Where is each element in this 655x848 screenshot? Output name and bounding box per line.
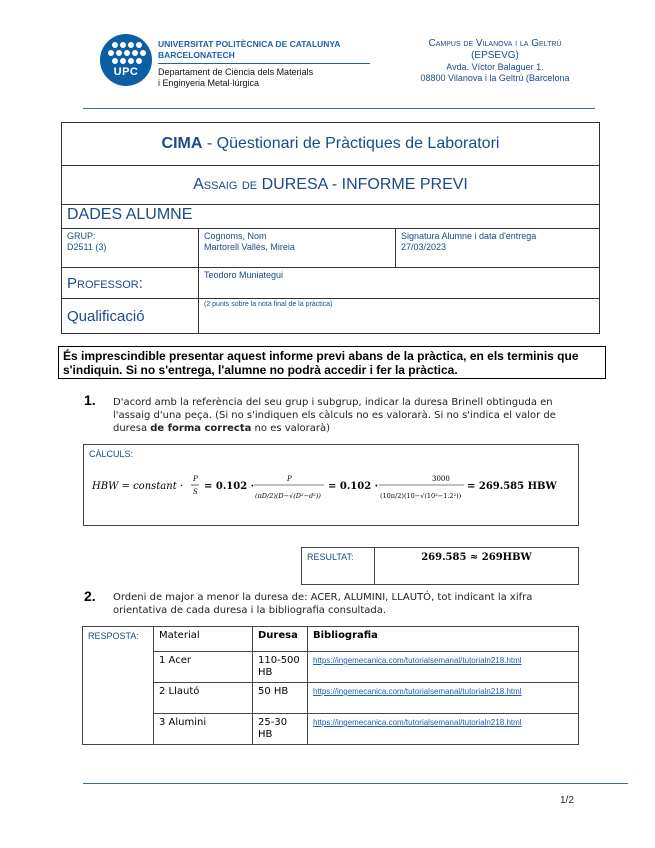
formula-eq1: = 0.102 · [204, 481, 255, 492]
university-name: UNIVERSITAT POLITÈCNICA DE CATALUNYA [158, 39, 341, 49]
name-cell [199, 229, 396, 268]
group-value: D2511 (3) [67, 242, 107, 252]
bibliography-link[interactable]: https://ingemecanica.com/tutorialsemanal/tutorialn218.html [313, 656, 522, 665]
grade-note: (2 punts sobre la nota final de la pràctica) [199, 299, 600, 334]
formula-eq2: = 0.102 · [328, 481, 379, 492]
result-label: RESULTAT: [302, 548, 375, 585]
calculations-box [83, 444, 579, 526]
notice-box: És imprescindible presentar aquest informe previ abans de la pràctica, en els terminis que s'indiquin. Si no s'entrega, l'alumne no podrà accedir i fer la pràctica. [58, 346, 606, 379]
group-cell [62, 229, 199, 268]
report-title: Assaig de DURESA - INFORME PREVI [62, 166, 600, 205]
grade-label: Qualificació [62, 299, 199, 334]
header-hardness: Duresa [253, 627, 308, 652]
bottom-divider [83, 783, 628, 784]
table-row [83, 683, 579, 714]
campus-school: (EPSEVG) [471, 50, 519, 61]
svg-text:(10π/2)(10−√(10²−1.2²)): (10π/2)(10−√(10²−1.2²)) [380, 492, 462, 500]
upc-logo [100, 34, 152, 86]
answer-label: RESPOSTA: [83, 627, 154, 745]
university-subname: BARCELONATECH [158, 50, 235, 60]
calculations-label: CÀLCULS: [89, 449, 134, 459]
q1-number: 1. [84, 392, 96, 408]
answer-table [82, 626, 579, 745]
professor-label: Professor: [62, 268, 199, 299]
campus-city: 08800 Vilanova i la Geltrú (Barcelona [420, 73, 570, 83]
q2-number: 2. [84, 588, 96, 604]
formula-start: HBW = constant · [92, 481, 184, 492]
logo-text: UPC [113, 66, 139, 78]
bibliography-link[interactable]: https://ingemecanica.com/tutorialsemanal/tutorialn218.html [313, 687, 522, 696]
material-cell: 3 Alumini [154, 714, 253, 745]
table-row [83, 714, 579, 745]
bibliography-link[interactable]: https://ingemecanica.com/tutorialsemanal/tutorialn218.html [313, 718, 522, 727]
title-cell: CIMA - Qüestionari de Pràctiques de Laboratori [62, 123, 600, 166]
formula-numerator: 3000 [432, 475, 450, 483]
cima-title: CIMA [161, 135, 203, 152]
q2-text: Ordeni de major a menor la duresa de: ACER, ALUMINI, LLAUTÓ, tot indicant la xifra orientativa de cada duresa i la bibliografia consultada. [113, 592, 533, 616]
top-divider [83, 108, 595, 109]
table-row [83, 652, 579, 683]
student-section-title: DADES ALUMNE [62, 205, 600, 229]
signature-label: Signatura Alumne i data d'entrega [401, 231, 537, 241]
formula-s: S [193, 488, 198, 496]
campus-address: Avda. Víctor Balaguer 1. [446, 62, 544, 72]
hardness-cell: 50 HB [253, 683, 308, 714]
professor-value: Teodoro Muniategui [199, 268, 600, 299]
department-line1: Departament de Ciència dels Materials [158, 67, 314, 77]
header-bibliography: Bibliografia [308, 627, 579, 652]
signature-cell [396, 229, 600, 268]
material-cell: 2 Llautó [154, 683, 253, 714]
result-value: 269.585 ≈ 269HBW [375, 548, 579, 585]
group-label: GRUP: [67, 231, 96, 241]
svg-text:P: P [287, 475, 292, 483]
name-label: Cognoms, Nom [204, 231, 267, 241]
info-table [61, 122, 600, 334]
formula-result: = 269.585 HBW [467, 481, 557, 492]
header-material: Material [154, 627, 253, 652]
q1-text: D'acord amb la referència del seu grup i subgrup, indicar la duresa Brinell obtinguda en l'assaig d'una peça. (Si no s'indiquen els càlculs no es valorarà. Si no s'indica el valor de duresa de forma correcta no es valorarà) [113, 397, 556, 434]
signature-value: 27/03/2023 [401, 242, 447, 252]
material-cell: 1 Acer [154, 652, 253, 683]
department-line2: i Enginyeria Metal·lúrgica [158, 78, 260, 88]
result-table [301, 547, 579, 585]
page-number: 1/2 [560, 795, 574, 806]
formula-p: P [193, 475, 198, 483]
svg-text:(πD/2)(D−√(D²−d²)): (πD/2)(D−√(D²−d²)) [255, 492, 321, 500]
hardness-cell: 110-500 HB [253, 652, 308, 683]
campus-name: Campus de Vilanova i la Geltrú [428, 38, 562, 49]
header-divider [158, 63, 370, 64]
hardness-cell: 25-30 HB [253, 714, 308, 745]
questionnaire-title: Qüestionari de Pràctiques de Laboratori [216, 135, 500, 152]
brinell-formula [92, 473, 572, 521]
name-value: Martorell Vallès, Mireia [204, 242, 295, 252]
